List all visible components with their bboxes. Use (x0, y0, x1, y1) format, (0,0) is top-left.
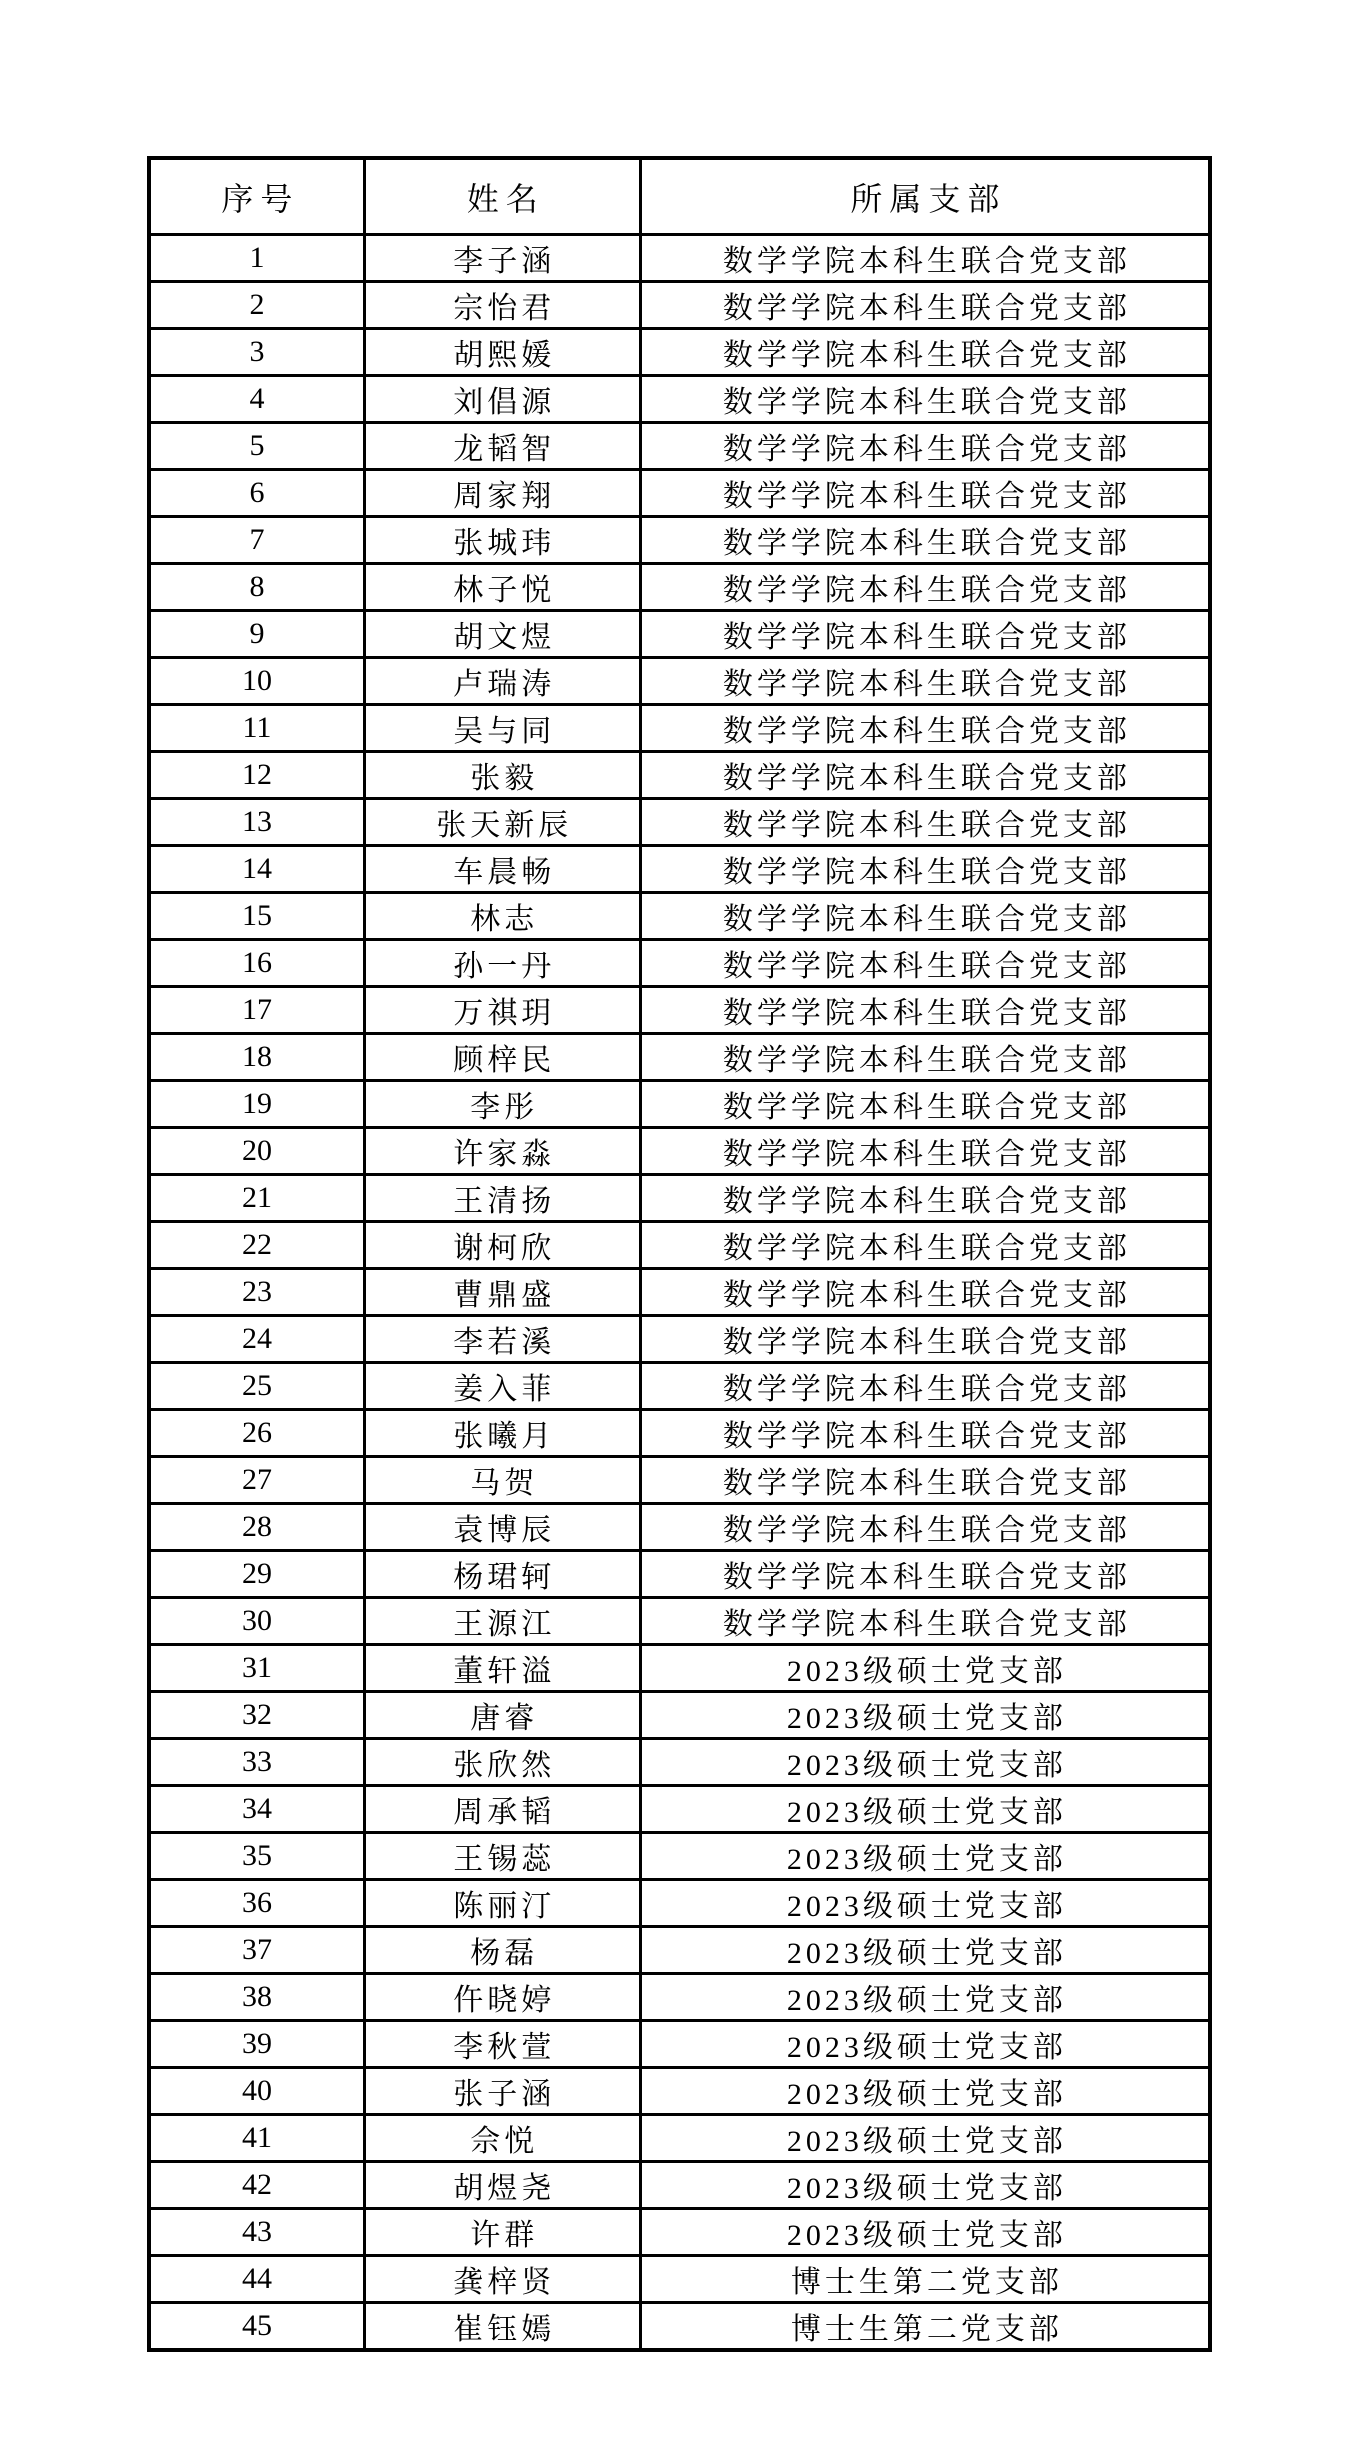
row-index-cell: 8 (149, 564, 364, 611)
row-name-cell: 张天新辰 (364, 799, 640, 846)
table-row (149, 799, 1210, 846)
row-index-cell: 5 (149, 423, 364, 470)
row-branch-cell: 数学学院本科生联合党支部 (640, 1316, 1210, 1363)
table-row (149, 1645, 1210, 1692)
table-row (149, 1128, 1210, 1175)
row-name-cell: 李秋萱 (364, 2021, 640, 2068)
row-index-cell: 19 (149, 1081, 364, 1128)
table-row (149, 1974, 1210, 2021)
row-name-cell: 张子涵 (364, 2068, 640, 2115)
table-row (149, 2256, 1210, 2303)
row-index-cell: 39 (149, 2021, 364, 2068)
row-index-cell: 7 (149, 517, 364, 564)
row-branch-cell: 2023级硕士党支部 (640, 2068, 1210, 2115)
row-name-cell: 袁博辰 (364, 1504, 640, 1551)
row-name-cell: 杨磊 (364, 1927, 640, 1974)
row-index-cell: 10 (149, 658, 364, 705)
row-index-cell: 31 (149, 1645, 364, 1692)
row-branch-cell: 数学学院本科生联合党支部 (640, 1081, 1210, 1128)
table-row (149, 658, 1210, 705)
row-name-cell: 唐睿 (364, 1692, 640, 1739)
row-index-cell: 22 (149, 1222, 364, 1269)
table-row (149, 282, 1210, 329)
row-branch-cell: 数学学院本科生联合党支部 (640, 611, 1210, 658)
row-name-cell: 李若溪 (364, 1316, 640, 1363)
table-row (149, 2162, 1210, 2209)
table-row (149, 2303, 1210, 2351)
row-name-cell: 张毅 (364, 752, 640, 799)
row-index-cell: 23 (149, 1269, 364, 1316)
row-name-cell: 崔钰嫣 (364, 2303, 640, 2351)
row-name-cell: 孙一丹 (364, 940, 640, 987)
row-name-cell: 张欣然 (364, 1739, 640, 1786)
row-index-cell: 15 (149, 893, 364, 940)
table-row (149, 1598, 1210, 1645)
table-row (149, 893, 1210, 940)
row-branch-cell: 数学学院本科生联合党支部 (640, 940, 1210, 987)
row-name-cell: 曹鼎盛 (364, 1269, 640, 1316)
table-row (149, 1410, 1210, 1457)
row-name-cell: 仵晓婷 (364, 1974, 640, 2021)
row-name-cell: 谢柯欣 (364, 1222, 640, 1269)
row-branch-cell: 数学学院本科生联合党支部 (640, 423, 1210, 470)
table-row (149, 1175, 1210, 1222)
row-branch-cell: 数学学院本科生联合党支部 (640, 799, 1210, 846)
row-index-cell: 28 (149, 1504, 364, 1551)
table-row (149, 752, 1210, 799)
table-row (149, 1363, 1210, 1410)
row-branch-cell: 数学学院本科生联合党支部 (640, 658, 1210, 705)
row-name-cell: 宗怡君 (364, 282, 640, 329)
row-index-cell: 13 (149, 799, 364, 846)
row-index-cell: 21 (149, 1175, 364, 1222)
table-row (149, 423, 1210, 470)
table-row (149, 2115, 1210, 2162)
row-name-cell: 胡文煜 (364, 611, 640, 658)
row-name-cell: 胡熙媛 (364, 329, 640, 376)
table-row (149, 329, 1210, 376)
row-index-cell: 6 (149, 470, 364, 517)
row-branch-cell: 数学学院本科生联合党支部 (640, 1410, 1210, 1457)
table-row (149, 1269, 1210, 1316)
table-row (149, 2021, 1210, 2068)
row-branch-cell: 数学学院本科生联合党支部 (640, 846, 1210, 893)
row-name-cell: 李彤 (364, 1081, 640, 1128)
row-index-cell: 36 (149, 1880, 364, 1927)
row-index-cell: 30 (149, 1598, 364, 1645)
row-index-cell: 37 (149, 1927, 364, 1974)
row-name-cell: 陈丽汀 (364, 1880, 640, 1927)
row-branch-cell: 博士生第二党支部 (640, 2303, 1210, 2351)
table-row (149, 1457, 1210, 1504)
row-name-cell: 刘倡源 (364, 376, 640, 423)
row-index-cell: 3 (149, 329, 364, 376)
table-row (149, 564, 1210, 611)
row-branch-cell: 2023级硕士党支部 (640, 1645, 1210, 1692)
row-branch-cell: 数学学院本科生联合党支部 (640, 752, 1210, 799)
table-row (149, 1880, 1210, 1927)
table-row (149, 517, 1210, 564)
row-index-cell: 41 (149, 2115, 364, 2162)
header-col-branch: 所属支部 (640, 158, 1210, 235)
row-branch-cell: 数学学院本科生联合党支部 (640, 705, 1210, 752)
row-name-cell: 卢瑞涛 (364, 658, 640, 705)
row-name-cell: 胡煜尧 (364, 2162, 640, 2209)
table-row (149, 1081, 1210, 1128)
row-index-cell: 14 (149, 846, 364, 893)
row-branch-cell: 数学学院本科生联合党支部 (640, 470, 1210, 517)
table-row (149, 1927, 1210, 1974)
table-row (149, 1692, 1210, 1739)
row-name-cell: 吴与同 (364, 705, 640, 752)
table-row (149, 1316, 1210, 1363)
header-col-name: 姓名 (364, 158, 640, 235)
row-name-cell: 周家翔 (364, 470, 640, 517)
row-name-cell: 王锡蕊 (364, 1833, 640, 1880)
row-index-cell: 25 (149, 1363, 364, 1410)
row-name-cell: 马贺 (364, 1457, 640, 1504)
table-row (149, 1034, 1210, 1081)
row-index-cell: 38 (149, 1974, 364, 2021)
row-name-cell: 李子涵 (364, 235, 640, 282)
row-index-cell: 17 (149, 987, 364, 1034)
row-branch-cell: 2023级硕士党支部 (640, 2021, 1210, 2068)
row-branch-cell: 数学学院本科生联合党支部 (640, 1269, 1210, 1316)
row-index-cell: 24 (149, 1316, 364, 1363)
row-name-cell: 周承韬 (364, 1786, 640, 1833)
row-branch-cell: 数学学院本科生联合党支部 (640, 235, 1210, 282)
table-row (149, 376, 1210, 423)
table-row (149, 1551, 1210, 1598)
row-index-cell: 11 (149, 705, 364, 752)
table-row (149, 705, 1210, 752)
row-branch-cell: 数学学院本科生联合党支部 (640, 1175, 1210, 1222)
row-name-cell: 顾梓民 (364, 1034, 640, 1081)
header-row (149, 158, 1210, 235)
row-name-cell: 车晨畅 (364, 846, 640, 893)
row-branch-cell: 2023级硕士党支部 (640, 1833, 1210, 1880)
table-row (149, 846, 1210, 893)
row-index-cell: 42 (149, 2162, 364, 2209)
row-branch-cell: 数学学院本科生联合党支部 (640, 564, 1210, 611)
table-row (149, 2209, 1210, 2256)
row-index-cell: 4 (149, 376, 364, 423)
header-col-index: 序号 (149, 158, 364, 235)
row-branch-cell: 2023级硕士党支部 (640, 1739, 1210, 1786)
row-name-cell: 王源江 (364, 1598, 640, 1645)
row-index-cell: 29 (149, 1551, 364, 1598)
table-row (149, 987, 1210, 1034)
row-name-cell: 林子悦 (364, 564, 640, 611)
row-branch-cell: 2023级硕士党支部 (640, 1880, 1210, 1927)
table-row (149, 1833, 1210, 1880)
row-index-cell: 45 (149, 2303, 364, 2351)
row-branch-cell: 数学学院本科生联合党支部 (640, 1551, 1210, 1598)
row-name-cell: 王清扬 (364, 1175, 640, 1222)
row-branch-cell: 数学学院本科生联合党支部 (640, 517, 1210, 564)
row-branch-cell: 2023级硕士党支部 (640, 1927, 1210, 1974)
row-name-cell: 佘悦 (364, 2115, 640, 2162)
table-row (149, 940, 1210, 987)
table-row (149, 470, 1210, 517)
row-index-cell: 33 (149, 1739, 364, 1786)
row-branch-cell: 2023级硕士党支部 (640, 1786, 1210, 1833)
table-row (149, 235, 1210, 282)
row-branch-cell: 数学学院本科生联合党支部 (640, 893, 1210, 940)
row-index-cell: 34 (149, 1786, 364, 1833)
row-branch-cell: 数学学院本科生联合党支部 (640, 1504, 1210, 1551)
row-name-cell: 张曦月 (364, 1410, 640, 1457)
row-name-cell: 龚梓贤 (364, 2256, 640, 2303)
row-branch-cell: 博士生第二党支部 (640, 2256, 1210, 2303)
row-name-cell: 董轩溢 (364, 1645, 640, 1692)
roster-table-body (149, 235, 1210, 2351)
row-branch-cell: 数学学院本科生联合党支部 (640, 1222, 1210, 1269)
table-row (149, 611, 1210, 658)
row-index-cell: 9 (149, 611, 364, 658)
row-branch-cell: 数学学院本科生联合党支部 (640, 1034, 1210, 1081)
table-row (149, 1739, 1210, 1786)
row-name-cell: 万祺玥 (364, 987, 640, 1034)
row-index-cell: 40 (149, 2068, 364, 2115)
row-branch-cell: 数学学院本科生联合党支部 (640, 329, 1210, 376)
row-index-cell: 12 (149, 752, 364, 799)
row-branch-cell: 数学学院本科生联合党支部 (640, 1363, 1210, 1410)
row-branch-cell: 数学学院本科生联合党支部 (640, 282, 1210, 329)
table-row (149, 1786, 1210, 1833)
row-branch-cell: 2023级硕士党支部 (640, 2209, 1210, 2256)
row-index-cell: 2 (149, 282, 364, 329)
row-index-cell: 43 (149, 2209, 364, 2256)
row-index-cell: 27 (149, 1457, 364, 1504)
row-name-cell: 龙韬智 (364, 423, 640, 470)
row-name-cell: 许家淼 (364, 1128, 640, 1175)
row-branch-cell: 数学学院本科生联合党支部 (640, 1457, 1210, 1504)
row-index-cell: 35 (149, 1833, 364, 1880)
table-row (149, 2068, 1210, 2115)
row-name-cell: 杨珺轲 (364, 1551, 640, 1598)
row-index-cell: 16 (149, 940, 364, 987)
table-row (149, 1222, 1210, 1269)
row-branch-cell: 数学学院本科生联合党支部 (640, 376, 1210, 423)
row-branch-cell: 2023级硕士党支部 (640, 2115, 1210, 2162)
row-name-cell: 林志 (364, 893, 640, 940)
table-row (149, 1504, 1210, 1551)
row-index-cell: 44 (149, 2256, 364, 2303)
row-branch-cell: 数学学院本科生联合党支部 (640, 1128, 1210, 1175)
row-name-cell: 许群 (364, 2209, 640, 2256)
row-branch-cell: 数学学院本科生联合党支部 (640, 987, 1210, 1034)
row-index-cell: 32 (149, 1692, 364, 1739)
row-branch-cell: 2023级硕士党支部 (640, 1692, 1210, 1739)
row-branch-cell: 数学学院本科生联合党支部 (640, 1598, 1210, 1645)
row-index-cell: 18 (149, 1034, 364, 1081)
row-branch-cell: 2023级硕士党支部 (640, 2162, 1210, 2209)
row-name-cell: 张城玮 (364, 517, 640, 564)
row-index-cell: 20 (149, 1128, 364, 1175)
row-index-cell: 26 (149, 1410, 364, 1457)
roster-table (147, 156, 1212, 2352)
row-name-cell: 姜入菲 (364, 1363, 640, 1410)
row-branch-cell: 2023级硕士党支部 (640, 1974, 1210, 2021)
row-index-cell: 1 (149, 235, 364, 282)
